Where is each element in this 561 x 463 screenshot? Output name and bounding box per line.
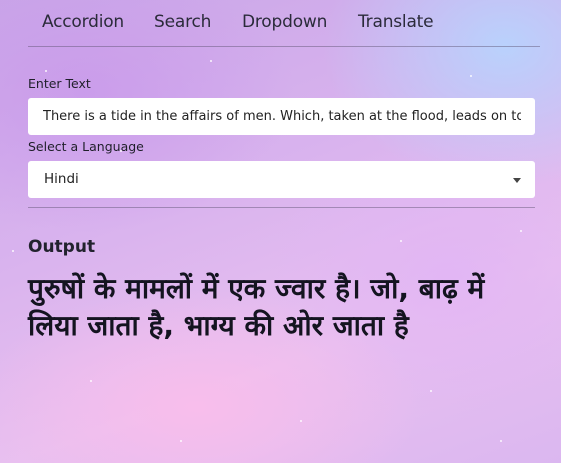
top-nav <box>28 0 540 47</box>
text-input[interactable] <box>28 98 535 135</box>
caret-down-icon <box>513 178 521 183</box>
output-text: पुरुषों के मामलों में एक ज्वार है। जो, बाढ़ में लिया जाता है, भाग्य की ओर जाता है <box>28 272 485 342</box>
language-select[interactable] <box>28 161 535 198</box>
tab-translate[interactable]: Translate <box>358 12 434 32</box>
section-divider <box>28 207 535 208</box>
tab-dropdown[interactable]: Dropdown <box>242 12 328 32</box>
language-select-value: Hindi <box>44 171 79 187</box>
tab-search[interactable]: Search <box>154 12 212 32</box>
output-heading: Output <box>28 237 96 257</box>
enter-text-label: Enter Text <box>28 76 91 91</box>
select-language-label: Select a Language <box>28 139 144 154</box>
tab-accordion[interactable]: Accordion <box>42 12 125 32</box>
